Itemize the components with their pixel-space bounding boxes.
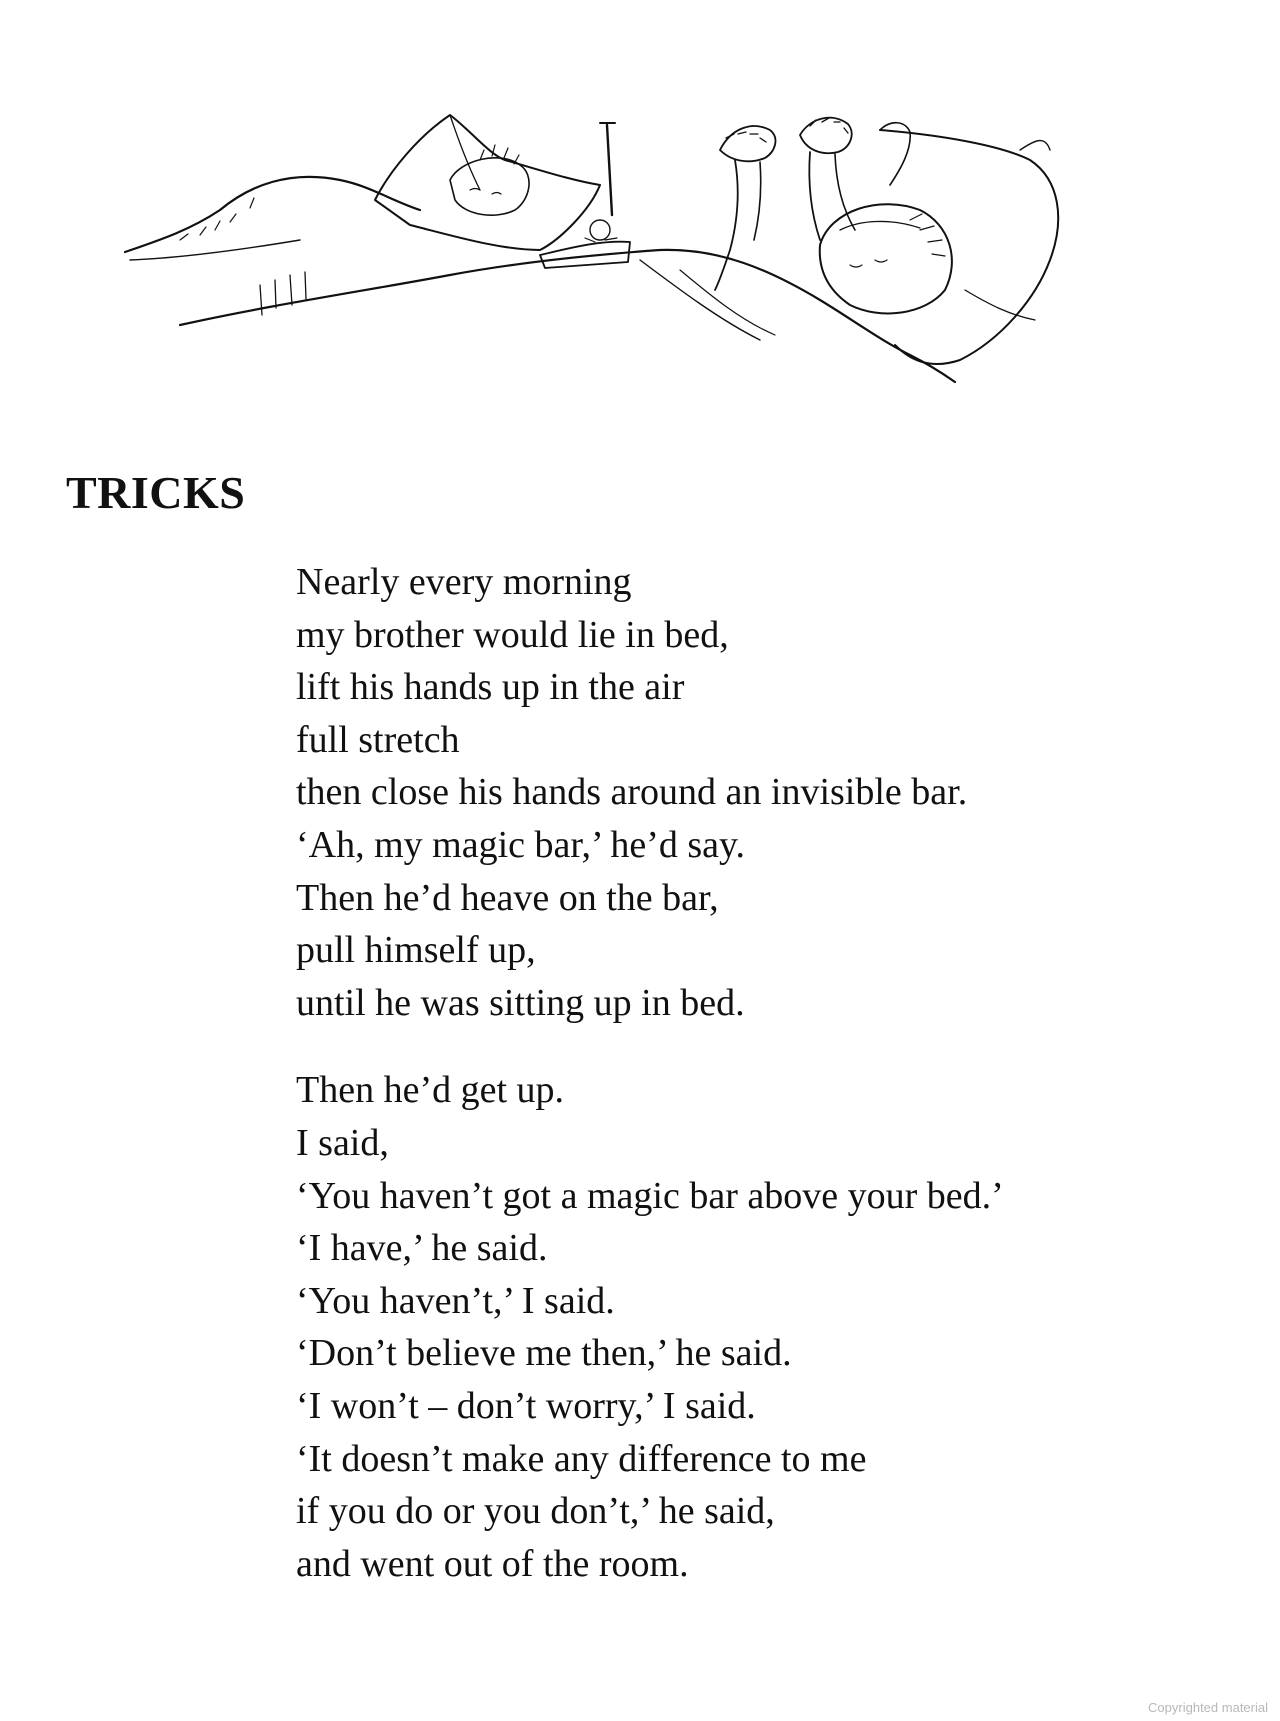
poem-line: Then he’d get up. — [296, 1069, 565, 1112]
poem-line: ‘It doesn’t make any difference to me — [296, 1437, 867, 1480]
poem-line: full stretch — [296, 718, 460, 761]
poem-line: ‘Ah, my magic bar,’ he’d say. — [296, 823, 746, 866]
poem-line: Nearly every morning — [296, 561, 632, 603]
poem-body — [296, 556, 1196, 1590]
poem-line: Then he’d heave on the bar, — [296, 876, 719, 919]
poem-line: then close his hands around an invisible bar. — [296, 771, 968, 814]
stanza — [296, 556, 1196, 1029]
stanza — [296, 1064, 1196, 1590]
poem-line: my brother would lie in bed, — [296, 613, 729, 656]
boy-in-bed-sketch — [120, 90, 1170, 420]
poem-line: and went out of the room. — [296, 1542, 689, 1585]
poem-line: lift his hands up in the air — [296, 666, 685, 709]
bed-illustration — [120, 90, 1170, 420]
poem-line: ‘You haven’t,’ I said. — [296, 1279, 615, 1322]
poem-line: ‘I won’t – don’t worry,’ I said. — [296, 1384, 756, 1427]
copyright-watermark: Copyrighted material — [1148, 1700, 1268, 1715]
poem-line: if you do or you don’t,’ he said, — [296, 1490, 775, 1533]
poem-line: I said, — [296, 1121, 389, 1164]
poem-line: ‘I have,’ he said. — [296, 1227, 548, 1270]
poem-line: ‘Don’t believe me then,’ he said. — [296, 1332, 792, 1375]
poem-line: pull himself up, — [296, 929, 536, 972]
poem-line: until he was sitting up in bed. — [296, 981, 745, 1024]
poem-line: ‘You haven’t got a magic bar above your bed.’ — [296, 1174, 1004, 1217]
poem-title: TRICKS — [66, 467, 246, 518]
